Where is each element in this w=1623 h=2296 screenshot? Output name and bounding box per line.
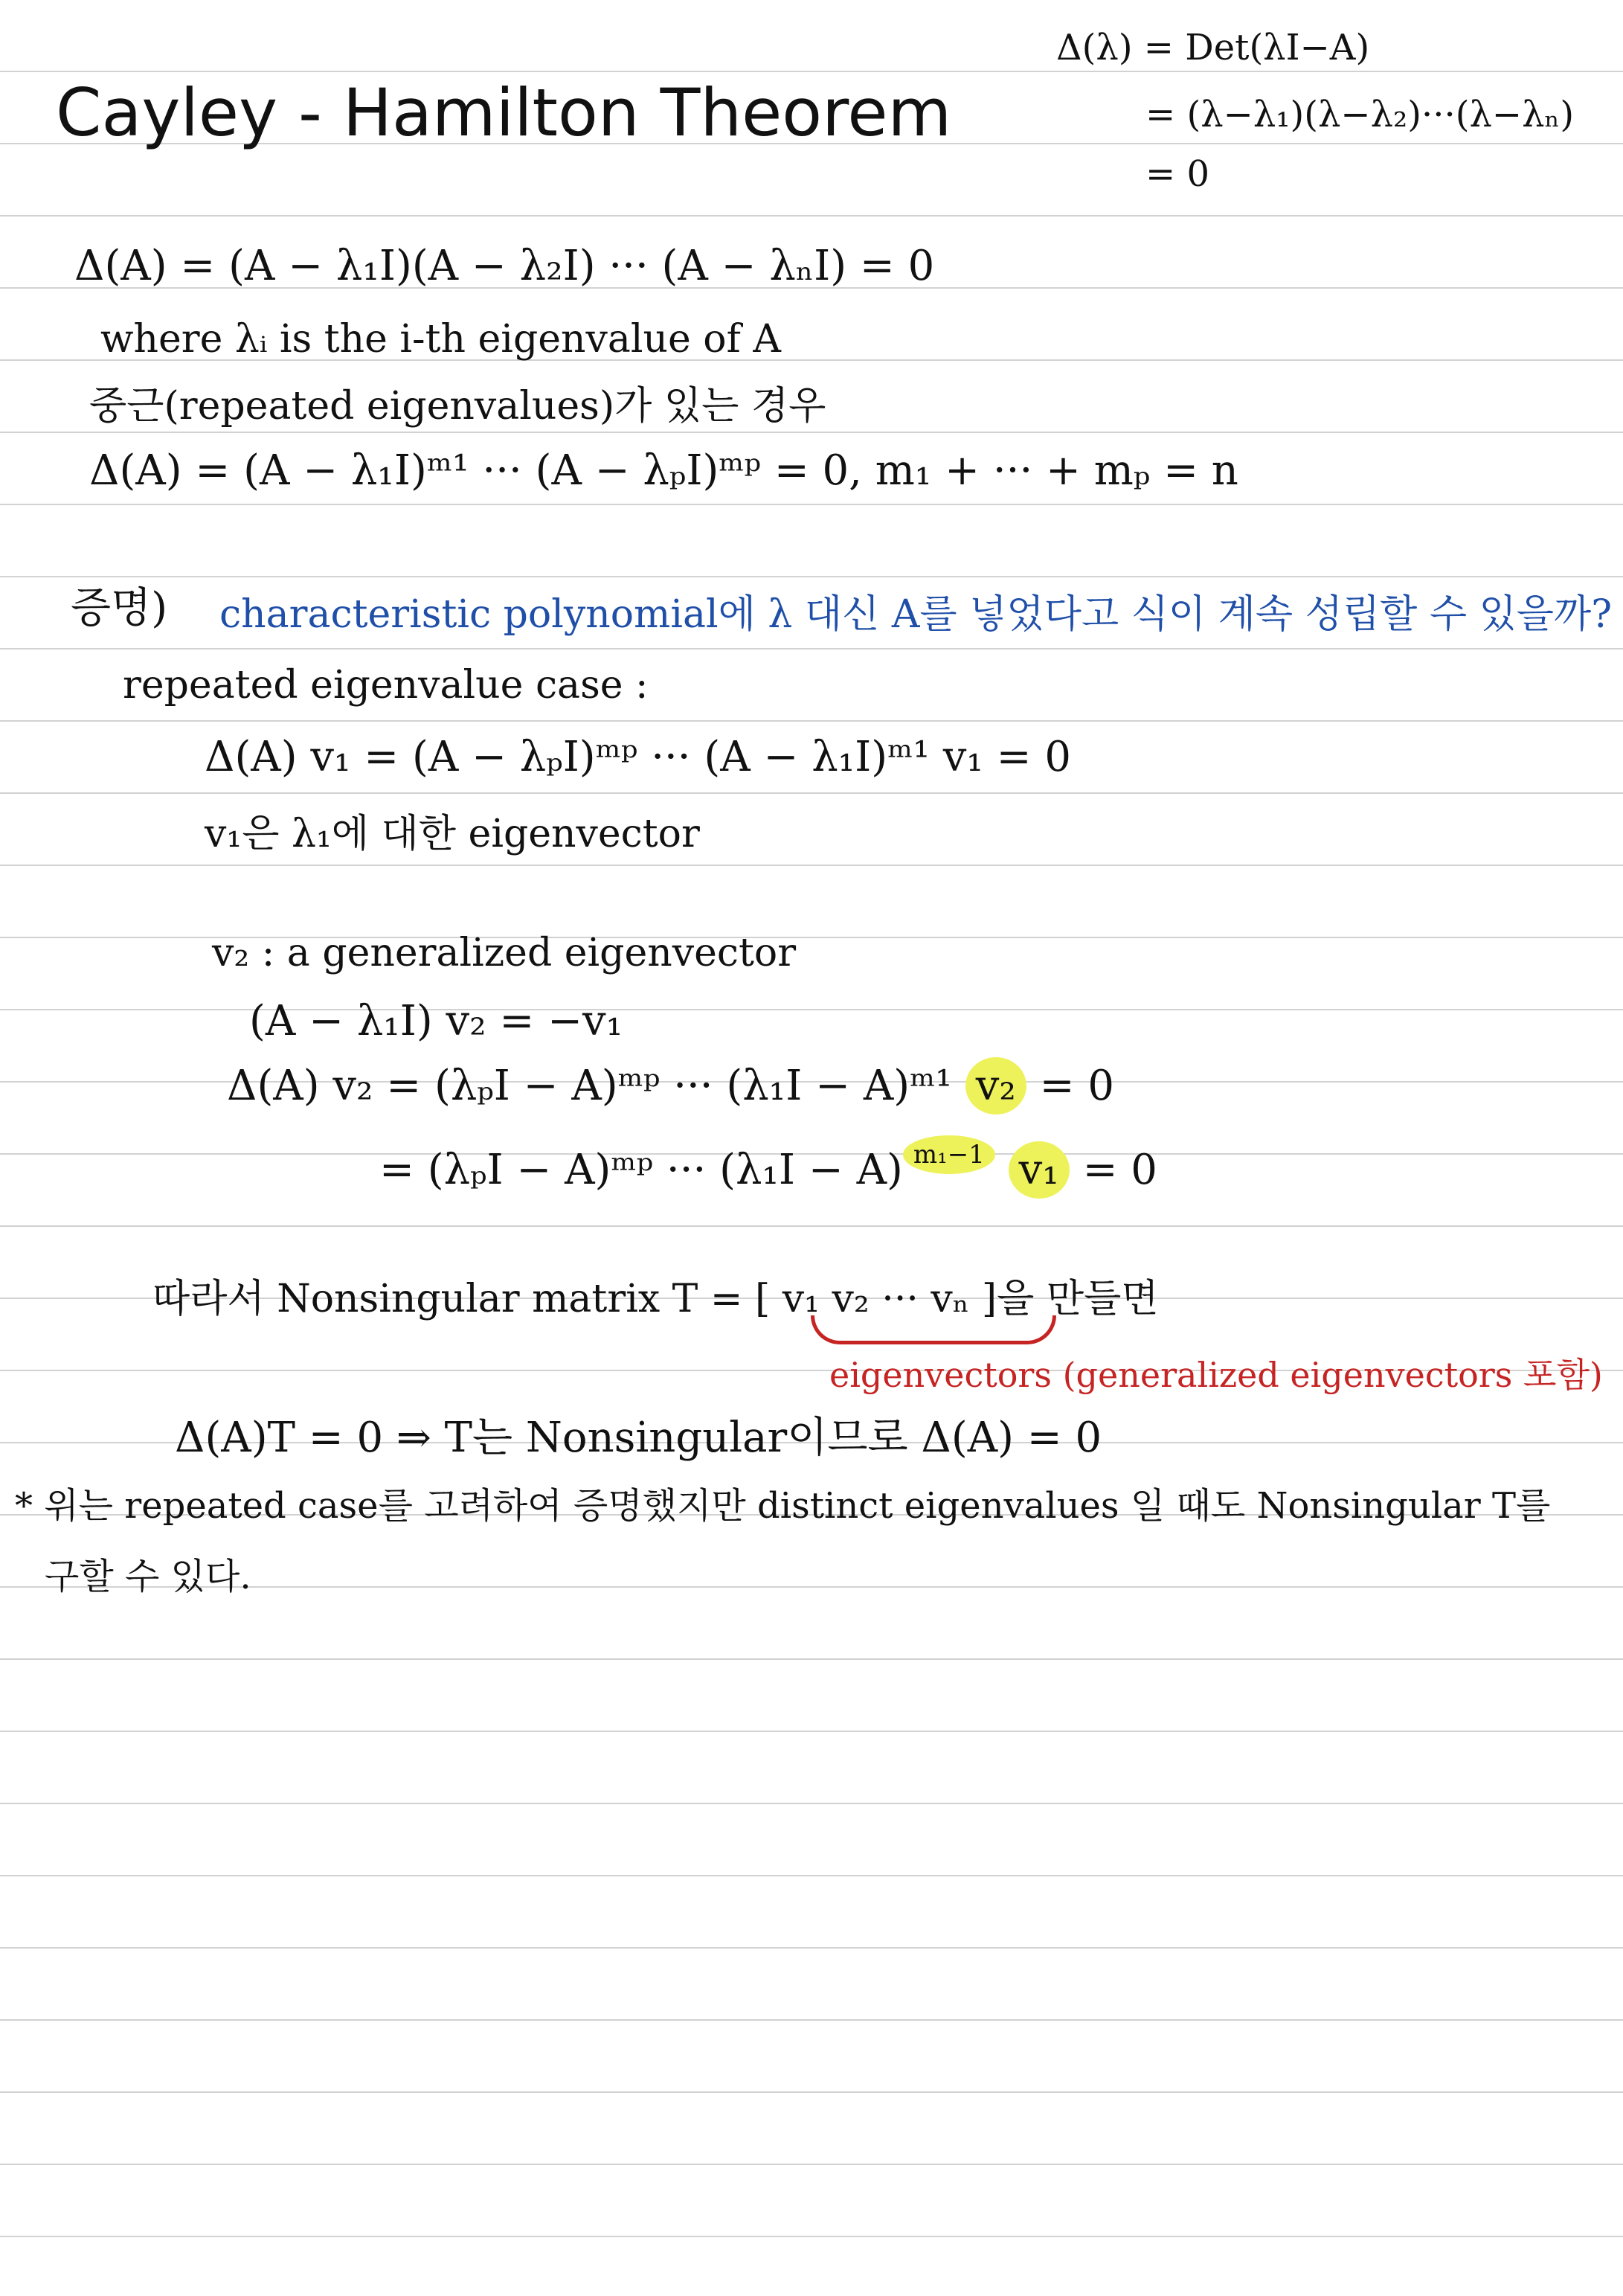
nonsingular-matrix-construction: 따라서 Nonsingular matrix T = [ v₁ v₂ ··· vₙ ]을 만들면 bbox=[152, 1277, 1159, 1321]
highlighted-v1: v₁ bbox=[1009, 1141, 1070, 1199]
proof-equation-v2 bbox=[227, 1062, 1114, 1110]
repeated-eigenvalue-note: 중근(repeated eigenvalues)가 있는 경우 bbox=[89, 384, 826, 429]
cayley-hamilton-equation: Δ(A) = (A − λ₁I)(A − λ₂I) ··· (A − λₙI) = 0 bbox=[74, 242, 935, 290]
footnote-line-1: * 위는 repeated case를 고려하여 증명했지만 distinct eigenvalues 일 때도 Nonsingular T를 bbox=[15, 1485, 1551, 1527]
proof-question: characteristic polynomial에 λ 대신 A를 넣었다고 식이 계속 성립할 수 있을까? bbox=[219, 592, 1613, 637]
proof-equation-v2-expanded-rhs: = 0 bbox=[1082, 1146, 1157, 1194]
corner-char-poly-factored: = (λ−λ₁)(λ−λ₂)···(λ−λₙ) bbox=[1145, 94, 1575, 135]
proof-equation-v2-rhs: = 0 bbox=[1039, 1062, 1114, 1110]
eigenvalue-definition: where λᵢ is the i-th eigenvalue of A bbox=[100, 317, 781, 362]
underbrace bbox=[811, 1315, 1056, 1344]
repeated-case-title: repeated eigenvalue case : bbox=[123, 663, 649, 708]
proof-equation-v2-expanded bbox=[379, 1140, 1157, 1194]
corner-char-poly-def: Δ(λ) = Det(λI−A) bbox=[1056, 27, 1370, 68]
page-title: Cayley - Hamilton Theorem bbox=[56, 74, 952, 151]
corner-char-poly-zero: = 0 bbox=[1145, 153, 1210, 195]
footnote-line-2: 구할 수 있다. bbox=[45, 1556, 251, 1597]
proof-equation-v2-lhs: Δ(A) v₂ = (λₚI − A)ᵐᵖ ··· (λ₁I − A)ᵐ¹ bbox=[227, 1062, 952, 1110]
v1-eigenvector-note: v₁은 λ₁에 대한 eigenvector bbox=[205, 812, 700, 856]
repeated-eigenvalue-equation: Δ(A) = (A − λ₁I)ᵐ¹ ··· (A − λₚI)ᵐᵖ = 0, m₁ + ··· + mₚ = n bbox=[89, 446, 1238, 495]
highlighted-v2: v₂ bbox=[965, 1057, 1026, 1115]
highlighted-exponent: m₁−1 bbox=[903, 1135, 995, 1174]
proof-equation-v1: Δ(A) v₁ = (A − λₚI)ᵐᵖ ··· (A − λ₁I)ᵐ¹ v₁ = 0 bbox=[205, 733, 1071, 781]
proof-label: 증명) bbox=[71, 584, 168, 632]
v2-generalized-title: v₂ : a generalized eigenvector bbox=[212, 931, 797, 975]
brace-annotation: eigenvectors (generalized eigenvectors 포함) bbox=[829, 1355, 1603, 1395]
proof-equation-v2-expanded-lhs: = (λₚI − A)ᵐᵖ ··· (λ₁I − A) bbox=[379, 1146, 903, 1194]
conclusion-equation: Δ(A)T = 0 ⇒ T는 Nonsingular이므로 Δ(A) = 0 bbox=[175, 1414, 1102, 1462]
v2-relation: (A − λ₁I) v₂ = −v₁ bbox=[249, 997, 623, 1045]
